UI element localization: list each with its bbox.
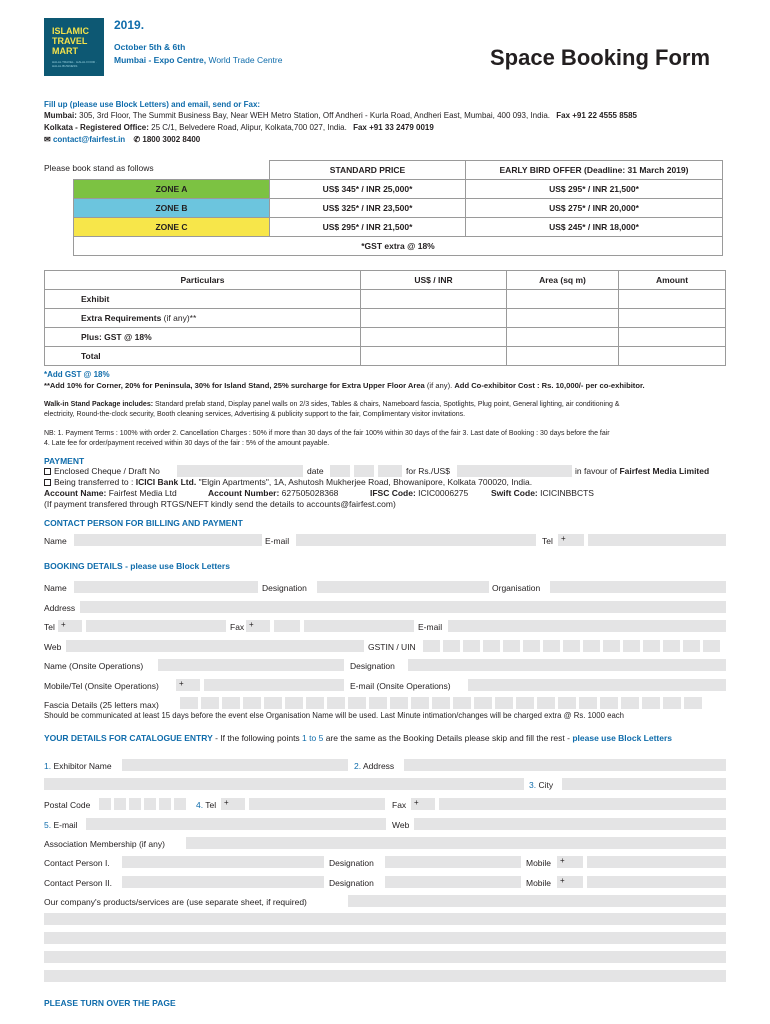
extra-usd-cell[interactable] bbox=[361, 309, 507, 328]
cheque-number-input[interactable] bbox=[177, 465, 303, 477]
gstin-char-box[interactable] bbox=[623, 640, 640, 652]
row-extra-requirements: Extra Requirements (if any)** bbox=[45, 309, 361, 328]
walkin-package-note: Walk-in Stand Package includes: Standard prefab stand, Display panel walls on 2/3 sides, Tables & chairs, Nameboard fascia, Spotlights, Plug point, General lighting, air conditioning & bbox=[44, 401, 620, 408]
swift-code: Swift Code: ICICINBBCTS bbox=[491, 488, 594, 498]
account-name: Account Name: Fairfest Media Ltd bbox=[44, 488, 177, 498]
email-icon: ✉ bbox=[44, 135, 51, 144]
zone-b-early: US$ 275* / INR 20,000* bbox=[466, 199, 723, 218]
exhibit-usd-cell[interactable] bbox=[361, 290, 507, 309]
gstin-char-box[interactable] bbox=[523, 640, 540, 652]
payment-title: PAYMENT bbox=[44, 456, 85, 466]
billing-tel-label: Tel bbox=[542, 536, 553, 546]
total-amount-cell[interactable] bbox=[619, 347, 726, 366]
catalogue-fax-input[interactable] bbox=[439, 798, 726, 810]
contact-line bbox=[44, 135, 200, 146]
fascia-char-box[interactable] bbox=[474, 697, 492, 709]
booking-organisation-label: Organisation bbox=[492, 583, 541, 593]
booking-details-title: BOOKING DETAILS - please use Block Letters bbox=[44, 561, 230, 571]
fascia-char-box[interactable] bbox=[306, 697, 324, 709]
catalogue-web-input[interactable] bbox=[414, 818, 726, 830]
fascia-char-box[interactable] bbox=[432, 697, 450, 709]
venue-place: World Trade Centre bbox=[206, 55, 283, 65]
kolkata-address bbox=[44, 123, 434, 134]
cheque-checkbox[interactable] bbox=[44, 468, 51, 475]
col-standard-price: STANDARD PRICE bbox=[270, 161, 466, 180]
row-exhibit: Exhibit bbox=[45, 290, 361, 309]
fascia-char-box[interactable] bbox=[180, 697, 198, 709]
mumbai-fax: Fax +91 22 4555 8585 bbox=[556, 111, 637, 120]
exhibitor-name-label: 1. Exhibitor Name bbox=[44, 761, 112, 771]
contact-1-designation-label: Designation bbox=[329, 858, 374, 868]
zone-c: ZONE C bbox=[74, 218, 270, 237]
gst-amount-cell[interactable] bbox=[619, 328, 726, 347]
catalogue-address-label: 2. Address bbox=[354, 761, 395, 771]
exhibit-amount-cell[interactable] bbox=[619, 290, 726, 309]
onsite-name-input[interactable] bbox=[158, 659, 344, 671]
gstin-char-box[interactable] bbox=[703, 640, 720, 652]
booking-designation-input[interactable] bbox=[317, 581, 489, 593]
gstin-char-box[interactable] bbox=[683, 640, 700, 652]
fascia-char-box[interactable] bbox=[327, 697, 345, 709]
mumbai-address bbox=[44, 111, 637, 122]
catalogue-fax-label: Fax bbox=[392, 800, 407, 810]
products-input-line-2[interactable] bbox=[44, 913, 726, 925]
fascia-label: Fascia Details (25 letters max) bbox=[44, 700, 159, 710]
catalogue-tel-input[interactable] bbox=[249, 798, 385, 810]
event-dates: October 5th & 6th bbox=[114, 42, 186, 52]
pricing-table bbox=[73, 160, 723, 256]
fascia-char-box[interactable] bbox=[642, 697, 660, 709]
catalogue-address-input[interactable] bbox=[404, 759, 726, 771]
gstin-char-box[interactable] bbox=[563, 640, 580, 652]
zone-c-early: US$ 245* / INR 18,000* bbox=[466, 218, 723, 237]
fascia-char-box[interactable] bbox=[390, 697, 408, 709]
mumbai-label: Mumbai: bbox=[44, 111, 77, 120]
table-row bbox=[45, 309, 726, 328]
contact-email[interactable]: contact@fairfest.in bbox=[52, 135, 126, 144]
fascia-char-box[interactable] bbox=[264, 697, 282, 709]
date-month-input[interactable] bbox=[354, 465, 374, 477]
onsite-mobile-input[interactable] bbox=[204, 679, 344, 691]
contact-1-mobile-input[interactable] bbox=[587, 856, 726, 868]
catalogue-title: YOUR DETAILS FOR CATALOGUE ENTRY - If the following points 1 to 5 are the same as the Booking Details please skip and fill the rest - please use Block Letters bbox=[44, 733, 673, 743]
amount-label: for Rs./US$ bbox=[406, 466, 450, 476]
fascia-char-box[interactable] bbox=[537, 697, 555, 709]
gstin-char-box[interactable] bbox=[443, 640, 460, 652]
postal-code-char-box[interactable] bbox=[99, 798, 111, 810]
postal-code-char-box[interactable] bbox=[129, 798, 141, 810]
date-year-input[interactable] bbox=[378, 465, 402, 477]
catalogue-email-input[interactable] bbox=[86, 818, 386, 830]
fascia-char-box[interactable] bbox=[243, 697, 261, 709]
billing-contact-title: CONTACT PERSON FOR BILLING AND PAYMENT bbox=[44, 518, 243, 528]
booking-email-label: E-mail bbox=[418, 622, 443, 632]
billing-tel-code-input[interactable]: + bbox=[558, 534, 584, 546]
fascia-char-box[interactable] bbox=[558, 697, 576, 709]
logo-line-1: ISLAMIC bbox=[52, 26, 89, 36]
exhibitor-name-input[interactable] bbox=[122, 759, 348, 771]
contact-person-2-input[interactable] bbox=[122, 876, 324, 888]
gstin-char-box[interactable] bbox=[503, 640, 520, 652]
fascia-char-box[interactable] bbox=[201, 697, 219, 709]
transfer-option: Being transferred to : ICICI Bank Ltd. "Elgin Apartments", 1A, Ashutosh Mukherjee Road, Bhowanipore, Kolkata 700020, India. bbox=[44, 477, 532, 487]
catalogue-tel-label: 4. Tel bbox=[196, 800, 217, 810]
catalogue-email-label: 5. E-mail bbox=[44, 820, 78, 830]
table-row bbox=[45, 347, 726, 366]
catalogue-fax-code-input[interactable]: + bbox=[411, 798, 435, 810]
zone-c-standard: US$ 295* / INR 21,500* bbox=[270, 218, 466, 237]
logo-line-3: MART bbox=[52, 46, 78, 56]
onsite-email-input[interactable] bbox=[468, 679, 726, 691]
gstin-char-box[interactable] bbox=[583, 640, 600, 652]
turn-over-note: PLEASE TURN OVER THE PAGE bbox=[44, 998, 176, 1008]
catalogue-city-label: 3. City bbox=[529, 780, 554, 790]
fascia-char-box[interactable] bbox=[495, 697, 513, 709]
logo-line-2: TRAVEL bbox=[52, 36, 88, 46]
zone-a: ZONE A bbox=[74, 180, 270, 199]
booking-tel-label: Tel bbox=[44, 622, 55, 632]
favour-of: in favour of Fairfest Media Limited bbox=[575, 466, 710, 476]
gstin-char-box[interactable] bbox=[643, 640, 660, 652]
booking-fax-area-input[interactable] bbox=[274, 620, 300, 632]
billing-name-label: Name bbox=[44, 536, 67, 546]
contact-person-1-label: Contact Person I. bbox=[44, 858, 110, 868]
fascia-char-box[interactable] bbox=[369, 697, 387, 709]
col-particulars: Particulars bbox=[45, 271, 361, 290]
billing-tel-input[interactable] bbox=[588, 534, 726, 546]
onsite-mobile-label: Mobile/Tel (Onsite Operations) bbox=[44, 681, 159, 691]
postal-code-char-box[interactable] bbox=[159, 798, 171, 810]
col-usd-inr: US$ / INR bbox=[361, 271, 507, 290]
zone-b-standard: US$ 325* / INR 23,500* bbox=[270, 199, 466, 218]
total-usd-cell[interactable] bbox=[361, 347, 507, 366]
products-input-line-1[interactable] bbox=[348, 895, 726, 907]
billing-email-label: E-mail bbox=[265, 536, 290, 546]
walkin-package-note-2: electricity, Round-the-clock security, Booth cleaning services, Advertising & publicity support to the fair, Complimentary visitor invitations. bbox=[44, 411, 466, 418]
form-title: Space Booking Form bbox=[490, 45, 711, 70]
booking-name-label: Name bbox=[44, 583, 67, 593]
booking-web-input[interactable] bbox=[66, 640, 364, 652]
postal-code-char-box[interactable] bbox=[174, 798, 186, 810]
ifsc-code: IFSC Code: ICIC0006275 bbox=[370, 488, 469, 498]
postal-code-char-box[interactable] bbox=[114, 798, 126, 810]
booking-designation-label: Designation bbox=[262, 583, 307, 593]
islamic-travel-mart-logo bbox=[44, 18, 104, 76]
date-day-input[interactable] bbox=[330, 465, 350, 477]
contact-2-designation-label: Designation bbox=[329, 878, 374, 888]
fascia-char-box[interactable] bbox=[348, 697, 366, 709]
booking-fax-label: Fax bbox=[230, 622, 245, 632]
fascia-char-box[interactable] bbox=[600, 697, 618, 709]
booking-organisation-input[interactable] bbox=[550, 581, 726, 593]
amount-input[interactable] bbox=[457, 465, 572, 477]
catalogue-city-input[interactable] bbox=[562, 778, 726, 790]
zone-a-early: US$ 295* / INR 21,500* bbox=[466, 180, 723, 199]
gstin-char-box[interactable] bbox=[483, 640, 500, 652]
booking-name-input[interactable] bbox=[74, 581, 258, 593]
contact-2-mobile-input[interactable] bbox=[587, 876, 726, 888]
gstin-char-box[interactable] bbox=[543, 640, 560, 652]
contact-2-mobile-code-input[interactable]: + bbox=[557, 876, 583, 888]
row-plus-gst: Plus: GST @ 18% bbox=[45, 328, 361, 347]
fascia-char-box[interactable] bbox=[621, 697, 639, 709]
row-total: Total bbox=[45, 347, 361, 366]
surcharge-note: **Add 10% for Corner, 20% for Peninsula, 30% for Island Stand, 25% surcharge for Extra Upper Floor Area (if any). Add Co-exhibitor Cost : Rs. 10,000/- per co-exhibitor. bbox=[44, 381, 645, 390]
postal-code-char-box[interactable] bbox=[144, 798, 156, 810]
phone-icon: ✆ bbox=[133, 135, 141, 144]
particulars-table bbox=[44, 270, 726, 366]
catalogue-tel-code-input[interactable]: + bbox=[221, 798, 245, 810]
booking-tel-input[interactable] bbox=[86, 620, 226, 632]
col-area: Area (sq m) bbox=[507, 271, 619, 290]
fascia-char-box[interactable] bbox=[516, 697, 534, 709]
products-input-line-5[interactable] bbox=[44, 970, 726, 982]
table-row bbox=[45, 328, 726, 347]
cheque-option: Enclosed Cheque / Draft No bbox=[44, 466, 160, 476]
gstin-char-box[interactable] bbox=[423, 640, 440, 652]
fascia-note: Should be communicated at least 15 days before the event else Organisation Name will be used. Last Minute intimation/changes will be charged extra @ Rs. 1000 each bbox=[44, 711, 625, 720]
price-row bbox=[74, 218, 723, 237]
account-number: Account Number: 627505028368 bbox=[208, 488, 339, 498]
kolkata-text: 25 C/1, Belvedere Road, Alipur, Kolkata,700 027, India. bbox=[148, 123, 347, 132]
contact-phone: 1800 3002 8400 bbox=[142, 135, 201, 144]
col-amount: Amount bbox=[619, 271, 726, 290]
association-label: Association Membership (if any) bbox=[44, 839, 165, 849]
fascia-char-box[interactable] bbox=[663, 697, 681, 709]
gst-area-cell[interactable] bbox=[507, 328, 619, 347]
extra-area-cell[interactable] bbox=[507, 309, 619, 328]
booking-address-input[interactable] bbox=[80, 601, 726, 613]
contact-person-1-input[interactable] bbox=[122, 856, 324, 868]
products-input-line-4[interactable] bbox=[44, 951, 726, 963]
gstin-char-box[interactable] bbox=[463, 640, 480, 652]
billing-email-input[interactable] bbox=[296, 534, 536, 546]
gstin-char-box[interactable] bbox=[603, 640, 620, 652]
gstin-char-box[interactable] bbox=[663, 640, 680, 652]
products-label: Our company's products/services are (use separate sheet, if required) bbox=[44, 897, 307, 907]
contact-1-designation-input[interactable] bbox=[385, 856, 521, 868]
logo-tagline: HALAL TRAVEL · HALAL FOOD · HALAL BUSINESS bbox=[52, 60, 97, 68]
pricing-intro: Please book stand as follows bbox=[44, 163, 154, 173]
fascia-char-box[interactable] bbox=[285, 697, 303, 709]
catalogue-web-label: Web bbox=[392, 820, 410, 830]
contact-1-mobile-label: Mobile bbox=[526, 858, 552, 868]
booking-address-label: Address bbox=[44, 603, 76, 613]
products-input-line-3[interactable] bbox=[44, 932, 726, 944]
booking-web-label: Web bbox=[44, 642, 62, 652]
association-input[interactable] bbox=[186, 837, 726, 849]
onsite-email-label: E-mail (Onsite Operations) bbox=[350, 681, 451, 691]
nb-terms-2: 4. Late fee for order/payment received within 30 days of the fair : 5% of the amount payable. bbox=[44, 440, 330, 447]
catalogue-address-line2-input[interactable] bbox=[44, 778, 524, 790]
transfer-checkbox[interactable] bbox=[44, 479, 51, 486]
address-intro: Fill up (please use Block Letters) and email, send or Fax: bbox=[44, 100, 261, 109]
booking-gstin-label: GSTIN / UIN bbox=[368, 642, 416, 652]
contact-2-designation-input[interactable] bbox=[385, 876, 521, 888]
fascia-char-box[interactable] bbox=[411, 697, 429, 709]
total-area-cell[interactable] bbox=[507, 347, 619, 366]
contact-2-mobile-label: Mobile bbox=[526, 878, 552, 888]
onsite-name-label: Name (Onsite Operations) bbox=[44, 661, 144, 671]
booking-fax-input[interactable] bbox=[304, 620, 414, 632]
billing-name-input[interactable] bbox=[74, 534, 262, 546]
kolkata-fax: Fax +91 33 2479 0019 bbox=[353, 123, 434, 132]
extra-amount-cell[interactable] bbox=[619, 309, 726, 328]
col-early-bird: EARLY BIRD OFFER (Deadline: 31 March 2019) bbox=[466, 161, 723, 180]
fascia-char-box[interactable] bbox=[222, 697, 240, 709]
onsite-designation-input[interactable] bbox=[408, 659, 726, 671]
date-label: date bbox=[307, 466, 324, 476]
zone-a-standard: US$ 345* / INR 25,000* bbox=[270, 180, 466, 199]
fascia-char-box[interactable] bbox=[453, 697, 471, 709]
booking-email-input[interactable] bbox=[448, 620, 726, 632]
postal-code-label: Postal Code bbox=[44, 800, 91, 810]
add-gst-note: *Add GST @ 18% bbox=[44, 370, 110, 379]
fascia-char-box[interactable] bbox=[684, 697, 702, 709]
table-row bbox=[45, 290, 726, 309]
gst-extra-note: *GST extra @ 18% bbox=[74, 237, 723, 256]
exhibit-area-cell[interactable] bbox=[507, 290, 619, 309]
rtgs-note: (If payment transfered through RTGS/NEFT kindly send the details to accounts@fairfest.com) bbox=[44, 499, 396, 509]
event-venue bbox=[114, 55, 282, 65]
mumbai-text: 305, 3rd Floor, The Summit Business Bay, Near WEH Metro Station, Off Andheri - Kurla Road, Andheri East, Mumbai, 400 093, India. bbox=[76, 111, 551, 120]
contact-1-mobile-code-input[interactable]: + bbox=[557, 856, 583, 868]
gst-usd-cell[interactable] bbox=[361, 328, 507, 347]
zone-b: ZONE B bbox=[74, 199, 270, 218]
onsite-mobile-code-input[interactable]: + bbox=[176, 679, 200, 691]
booking-tel-code-input[interactable]: + bbox=[58, 620, 82, 632]
event-year: 2019. bbox=[114, 18, 145, 32]
venue-city: Mumbai - Expo Centre, bbox=[114, 55, 207, 65]
booking-fax-code-input[interactable]: + bbox=[246, 620, 270, 632]
kolkata-label: Kolkata - Registered Office: bbox=[44, 123, 149, 132]
onsite-designation-label: Designation bbox=[350, 661, 395, 671]
nb-terms-1: NB: 1. Payment Terms : 100% with order 2. Cancellation Charges : 50% if more than 30 days of the fair 100% within 30 days of the fair 3. Last date of Booking : 30 days before the fair bbox=[44, 430, 610, 437]
contact-person-2-label: Contact Person II. bbox=[44, 878, 113, 888]
price-row bbox=[74, 199, 723, 218]
price-row bbox=[74, 180, 723, 199]
fascia-char-box[interactable] bbox=[579, 697, 597, 709]
